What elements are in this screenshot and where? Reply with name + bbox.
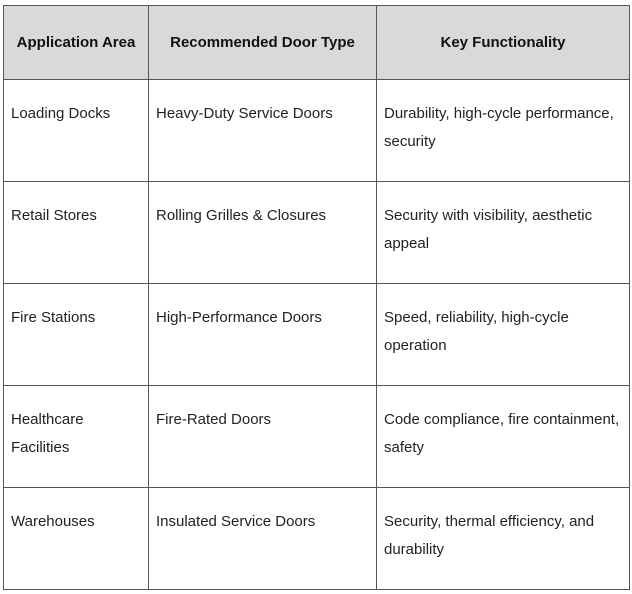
cell-functionality: Security, thermal efficiency, and durability bbox=[377, 488, 630, 590]
door-type-table bbox=[3, 5, 630, 590]
table-row bbox=[4, 284, 630, 386]
cell-functionality: Durability, high-cycle performance, security bbox=[377, 80, 630, 182]
cell-door-type: Rolling Grilles & Closures bbox=[149, 182, 377, 284]
table-row bbox=[4, 488, 630, 590]
cell-functionality: Code compliance, fire containment, safety bbox=[377, 386, 630, 488]
cell-door-type: Fire-Rated Doors bbox=[149, 386, 377, 488]
table-row bbox=[4, 182, 630, 284]
header-recommended-door-type: Recommended Door Type bbox=[149, 6, 377, 80]
cell-application-area: Retail Stores bbox=[4, 182, 149, 284]
table-row bbox=[4, 80, 630, 182]
cell-application-area: Fire Stations bbox=[4, 284, 149, 386]
cell-door-type: Insulated Service Doors bbox=[149, 488, 377, 590]
cell-door-type: Heavy-Duty Service Doors bbox=[149, 80, 377, 182]
cell-functionality: Speed, reliability, high-cycle operation bbox=[377, 284, 630, 386]
header-key-functionality: Key Functionality bbox=[377, 6, 630, 80]
table-row bbox=[4, 386, 630, 488]
header-application-area: Application Area bbox=[4, 6, 149, 80]
cell-application-area: Healthcare Facilities bbox=[4, 386, 149, 488]
cell-door-type: High-Performance Doors bbox=[149, 284, 377, 386]
table-header-row bbox=[4, 6, 630, 80]
cell-application-area: Warehouses bbox=[4, 488, 149, 590]
cell-functionality: Security with visibility, aesthetic appeal bbox=[377, 182, 630, 284]
cell-application-area: Loading Docks bbox=[4, 80, 149, 182]
